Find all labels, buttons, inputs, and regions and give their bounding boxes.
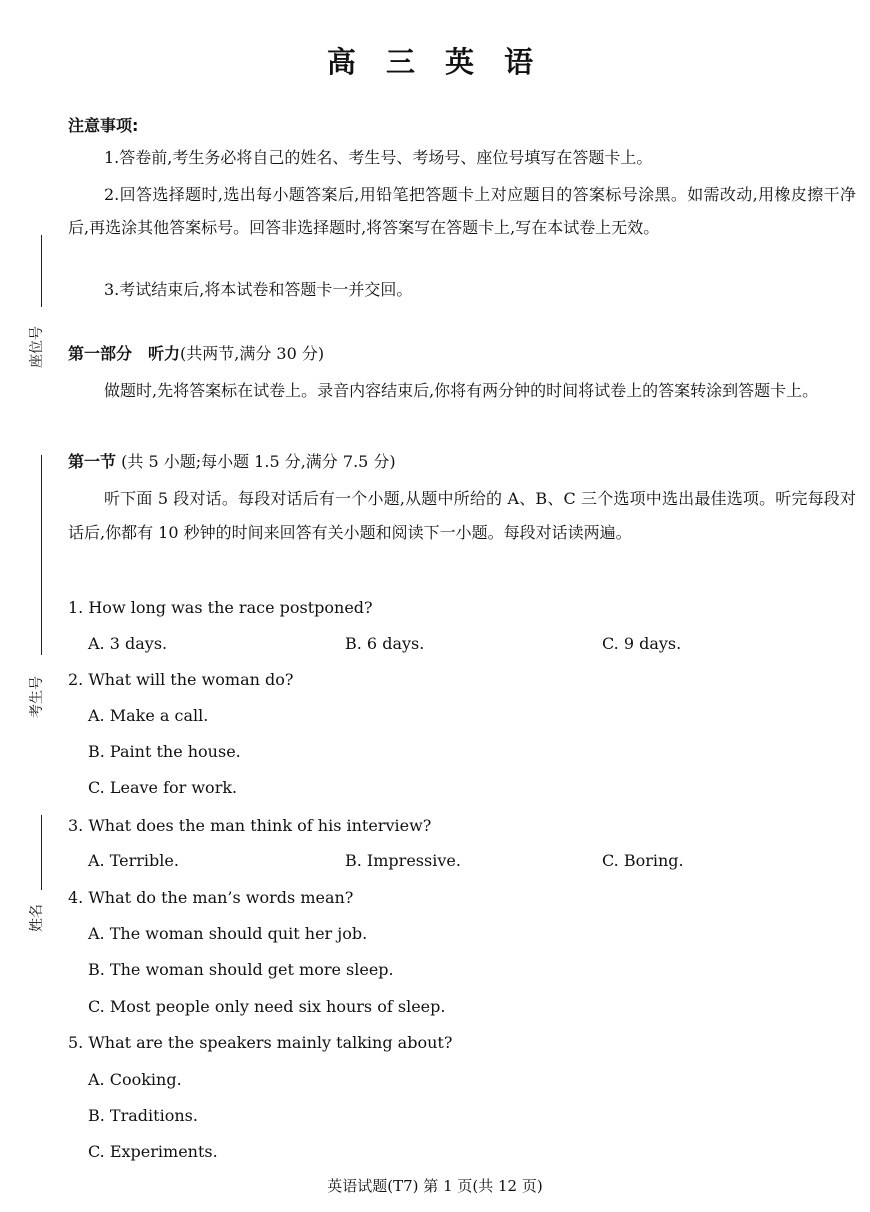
q3-option-a: A. Terrible. [88,851,179,870]
name-line [41,815,42,890]
part1-heading-note: (共两节,满分 30 分) [180,344,325,363]
q3-option-b: B. Impressive. [345,851,461,870]
q1-option-c: C. 9 days. [602,634,682,653]
seat-label: 座位号 [29,326,45,368]
page-title: 高 三 英 语 [326,45,544,79]
question-2-stem: 2. What will the woman do? [68,670,294,689]
q5-option-c: C. Experiments. [88,1142,218,1161]
section1-heading-row [68,444,396,480]
q1-option-a: A. 3 days. [88,634,168,653]
name-label: 姓名 [29,904,45,932]
q4-option-a: A. The woman should quit her job. [88,924,368,943]
question-5-stem: 5. What are the speakers mainly talking about? [68,1033,453,1052]
note-item-2: 2.回答选择题时,选出每小题答案后,用铅笔把答题卡上对应题目的答案标号涂黑。如需改动,用橡皮擦干净后,再选涂其他答案标号。回答非选择题时,将答案写在答题卡上,写在本试卷上无效。 [68,185,856,237]
notes-heading: 注意事项: [68,116,139,135]
note-item-3: 3.考试结束后,将本试卷和答题卡一并交回。 [104,280,413,299]
q5-option-b: B. Traditions. [88,1106,198,1125]
q3-option-c: C. Boring. [602,851,684,870]
section1-instruction: 听下面 5 段对话。每段对话后有一个小题,从题中所给的 A、B、C 三个选项中选出最佳选项。听完每段对话后,你都有 10 秒钟的时间来回答有关小题和阅读下一小题。每段对话读两遍。 [68,489,856,542]
question-1-stem: 1. How long was the race postponed? [68,598,373,617]
q2-option-b: B. Paint the house. [88,742,241,761]
note-item-1: 1.答卷前,考生务必将自己的姓名、考生号、考场号、座位号填写在答题卡上。 [104,148,653,167]
seat-line [41,235,42,307]
page-footer: 英语试题(T7) 第 1 页(共 12 页) [327,1177,543,1195]
question-3-stem: 3. What does the man think of his interview? [68,816,432,835]
q5-option-a: A. Cooking. [88,1070,182,1089]
q2-option-c: C. Leave for work. [88,778,238,797]
section1-heading: 第一节 [68,452,117,471]
exam-no-line [41,455,42,655]
q1-option-b: B. 6 days. [345,634,425,653]
q4-option-b: B. The woman should get more sleep. [88,960,394,979]
section1-heading-note: (共 5 小题;每小题 1.5 分,满分 7.5 分) [121,452,396,471]
part1-instruction: 做题时,先将答案标在试卷上。录音内容结束后,你将有两分钟的时间将试卷上的答案转涂到答题卡上。 [104,381,819,400]
question-4-stem: 4. What do the man’s words mean? [68,888,354,907]
q2-option-a: A. Make a call. [88,706,209,725]
q4-option-c: C. Most people only need six hours of sleep. [88,997,446,1016]
part1-heading: 第一部分 听力 [68,344,181,363]
part1-heading-row [68,336,324,372]
exam-no-label: 考生号 [29,676,45,718]
